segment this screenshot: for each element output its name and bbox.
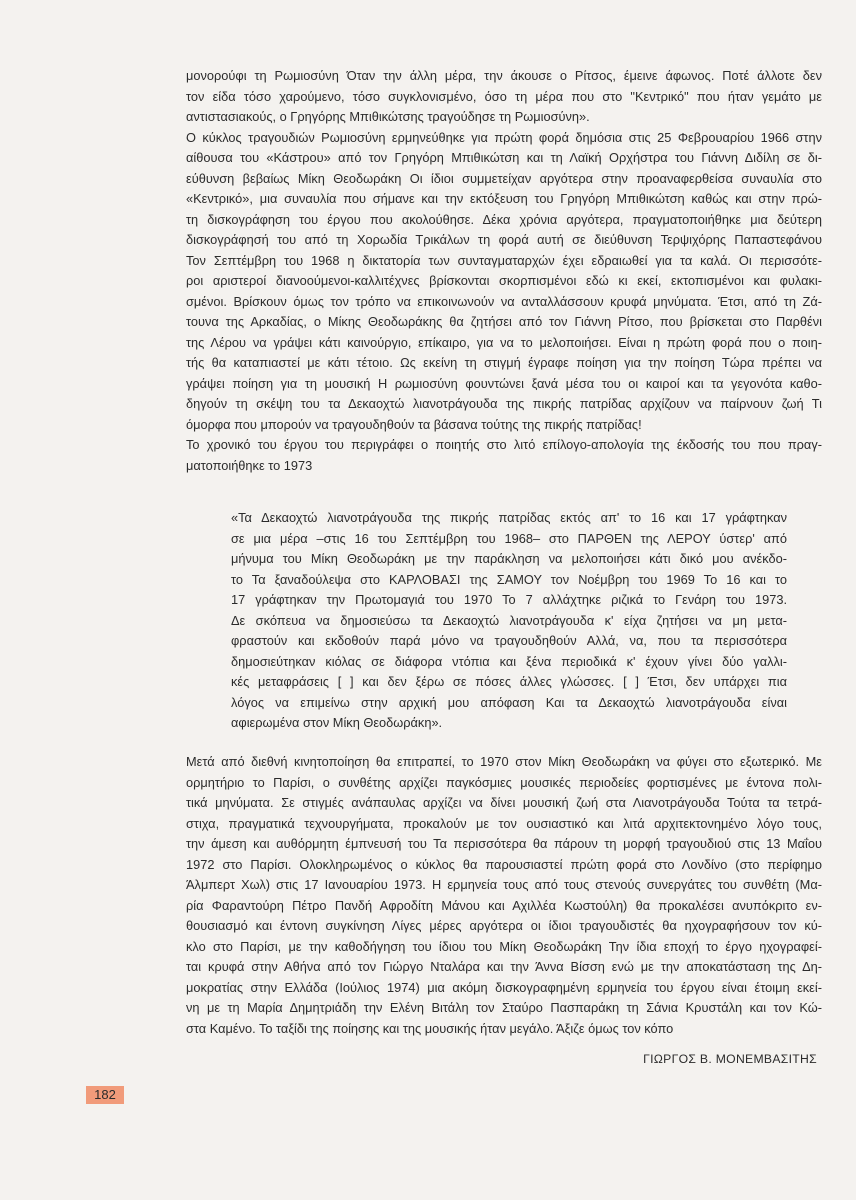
text-line: ρία Φαραντούρη Πέτρο Πανδή Αφροδίτη Μάνου και Αχιλλέα Κωστούλη) θα προκαλέσει ανυπόκριτο εν- <box>186 897 822 913</box>
text-line: Τον Σεπτέμβρη του 1968 η δικτατορία των συνταγματαρχών έχει εδραιωθεί για τα καλά. Οι περισσότε- <box>186 252 822 268</box>
quote-line: το Τα ξαναδούλεψα στο ΚΑΡΛΟΒΑΣΙ της ΣΑΜΟΥ τον Νοέμβρη του 1969 Το 16 και το <box>231 571 787 587</box>
text-line: τουνα της Αρκαδίας, ο Μίκης Θεοδωράκης θα ζητήσει από τον Γιάννη Ρίτσο, που βρίσκεται στο Παρθένι <box>186 314 822 329</box>
quote-line: αφιερωμένα στον Μίκη Θεοδωράκη». <box>231 715 443 730</box>
text-line: μονορούφι τη Ρωμιοσύνη Όταν την άλλη μέρα, την άκουσε ο Ρίτσος, έμεινε άφωνος. Ποτέ άλλοτε δεν <box>186 68 822 83</box>
text-line: ται κρυφά στην Αθήνα από τον Γιώργο Νταλάρα και την Άννα Βίσση ενώ με την αποκατάσταση της Δη- <box>186 959 822 974</box>
body-text-bottom <box>186 752 822 1039</box>
text-line: της Λέρου να γράψει κάτι καινούργιο, επίκαιρο, για να το μελοποιήσει. Είναι η πρώτη φορά που ο ποιη- <box>186 334 822 350</box>
body-text-top <box>186 66 822 476</box>
text-line: ματοποιήθηκε το 1973 <box>186 457 313 473</box>
page-number: 182 <box>86 1086 124 1104</box>
text-line: τής θα καταπιαστεί με κάτι τέτοιο. Ως εκείνη τη στιγμή έγραφε ποίηση για την ποίηση Τώρα πρέπει να <box>186 355 822 370</box>
text-line: θουσιασμό και έντονη συγκίνηση Λίγες μέρες αργότερα οι ίδιοι τραγουδιστές θα ηχογραφήσουν τον κύ- <box>186 918 822 933</box>
quote-line: Δε σκόπευα να δημοσιεύσω τα Δεκαοχτώ λιανοτράγουδα κ' είχα ζητήσει να μη μετα- <box>231 612 787 628</box>
text-line: κλο στο Παρίσι, με την καθοδήγηση του ίδιου του Μίκη Θεοδωράκη Την ίδια εποχή το έργο ηχογραφεί- <box>186 938 822 954</box>
quote-line: μήνυμα του Μίκη Θεοδωράκη με την παράκληση να μελοποιήσει κάτι δικό μου ανέκδο- <box>231 551 787 566</box>
text-line: στα Καμένο. Το ταξίδι της ποίησης και της μουσικής ήταν μεγάλο. Άξιζε όμως τον κόπο <box>186 1020 674 1036</box>
text-line: Άλμπερτ Χωλ) στις 17 Ιανουαρίου 1973. Η ερμηνεία τους από τους στενούς συνεργάτες του συνθέτη (Μα- <box>186 877 822 892</box>
quote-line: δημοσιεύτηκαν κιόλας σε διάφορα ντόπια και ξένα περιοδικά κ' έχουν γίνει δύο γαλλι- <box>231 653 787 669</box>
text-line: μοκρατίας στην Ελλάδα (Ιούλιος 1974) μια ακόμη δισκογραφημένη ερμηνεία του έργου είναι έτοιμη εκεί- <box>186 979 822 995</box>
text-line: Το χρονικό του έργου του περιγράφει ο ποιητής στο λιτό επίλογο-απολογία της έκδοσής του που πραγ- <box>186 437 822 452</box>
text-line: «Κεντρικό», μια συναυλία που σήμανε και την εκτόξευση του Γρηγόρη Μπιθικώτση καθώς και στην πρώ- <box>186 191 822 206</box>
text-line: τικά μηνύματα. Σε στιγμές ανάπαυλας αρχίζει να δίνει μουσική ζωή στα Λιανοτράγουδα Τούτα τα τετρά- <box>186 795 822 810</box>
text-line: γράψει ποίηση για τη μουσική Η ρωμιοσύνη φουντώνει ξανά μέσα του οι καιροί και τα γεγονότα καθο- <box>186 375 822 391</box>
quote-line: «Τα Δεκαοχτώ λιανοτράγουδα της πικρής πατρίδας εκτός απ' το 16 και 17 γράφτηκαν <box>231 510 787 525</box>
text-line: Ο κύκλος τραγουδιών Ρωμιοσύνη ερμηνεύθηκε για πρώτη φορά δημόσια στις 25 Φεβρουαρίου 1966 στην <box>186 129 822 145</box>
text-line: σμένοι. Βρίσκουν όμως τον τρόπο να επικοινωνούν να ανταλλάσσουν κρυφά μηνύματα. Έτσι, από τη Ζά- <box>186 293 822 309</box>
text-line: νη με τη Μαρία Δημητριάδη την Ελένη Βιτάλη τον Σταύρο Πασπαράκη τη Σάνια Κρυστάλη και τον Κώ- <box>186 1000 822 1015</box>
block-quote <box>231 508 787 734</box>
text-line: δηγούν τη σκέψη του τα Δεκαοχτώ λιανοτράγουδα της πικρής πατρίδας αρχίζουν να παίρνουν ζωή Τι <box>186 396 822 411</box>
author-signature: ΓΙΩΡΓΟΣ Β. ΜΟΝΕΜΒΑΣΙΤΗΣ <box>643 1052 817 1066</box>
text-line: 1972 στο Παρίσι. Ολοκληρωμένος ο κύκλος θα παρουσιαστεί πρώτη φορά στο Λονδίνο (στο περίφημο <box>186 856 822 872</box>
text-line: αντιστασιακούς, ο Γρηγόρης Μπιθικώτσης τραγούδησε τη Ρωμιοσύνη». <box>186 109 590 124</box>
quote-line: φραστούν και εκδοθούν παρά μόνο να τραγουδηθούν Αλλά, να, που τα περισσότερα <box>231 633 787 648</box>
text-line: αίθουσα του «Κάστρου» από τον Γρηγόρη Μπιθικώτση και τη Λαϊκή Ορχήστρα του Γιάννη Διδίλη σε δι- <box>186 150 822 165</box>
quote-line: σε μια μέρα –στις 16 του Σεπτέμβρη του 1968– στο ΠΑΡΘΕΝ της ΛΕΡΟΥ ύστερ' από <box>231 530 787 546</box>
text-line: την άμεση και αυθόρμητη έμπνευσή του Τα περισσότερα θα πάρουν τη μορφή τραγουδιού στις 13 Μαΐου <box>186 836 822 851</box>
text-line: ορμητήριο το Παρίσι, ο συνθέτης αρχίζει παγκόσμιες μουσικές περιοδείες φορτισμένες με έντονα πολι- <box>186 774 822 790</box>
text-line: εύθυνση βεβαίως Μίκη Θεοδωράκη Οι ίδιοι συμμετείχαν αργότερα στην προαναφερθείσα συναυλία στο <box>186 170 822 186</box>
text-line: στιχα, πραγματικά τεχνουργήματα, προκαλούν με τον ουσιαστικό και λιτά αρχιτεκτονημένο λόγο τους, <box>186 815 822 831</box>
quote-line: κές μεταφράσεις [ ] και δεν ξέρω σε πόσες άλλες γλώσσες. [ ] Έτσι, δεν υπάρχει πια <box>231 674 787 689</box>
text-line: ροι αριστεροί διανοούμενοι-καλλιτέχνες βρίσκονται σκορπισμένοι εδώ κι εκεί, εκτοπισμένοι και φυλακι- <box>186 273 822 288</box>
text-line: όμορφα που μπορούν να τραγουδηθούν τα βάσανα τούτης της πικρής πατρίδας! <box>186 416 642 432</box>
text-line: τη δισκογράφηση του έργου που ακολούθησε. Δέκα χρόνια αργότερα, πραγματοποιήθηκε μια δεύτερη <box>186 211 822 227</box>
text-line: Μετά από διεθνή κινητοποίηση θα επιτραπεί, το 1970 στον Μίκη Θεοδωράκη να φύγει στο εξωτερικό. Με <box>186 754 822 769</box>
text-line: τον είδα τόσο χαρούμενο, τόσο συγκλονισμένο, όσο τη μέρα που στο "Κεντρικό" που ήταν γεμάτο με <box>186 88 822 104</box>
quote-line: λόγος να επιμείνω στην αρχική μου απόφαση Και τα Δεκαοχτώ λιανοτράγουδα είναι <box>231 694 787 710</box>
text-line: δισκογράφησή του από τη Χορωδία Τρικάλων τη φορά αυτή σε διεύθυνση Τερψιχόρης Παπαστεφάνου <box>186 232 822 247</box>
quote-line: 17 γράφτηκαν την Πρωτομαγιά του 1970 Το 7 αλλάχτηκε ριζικά το Γενάρη του 1973. <box>231 592 787 607</box>
